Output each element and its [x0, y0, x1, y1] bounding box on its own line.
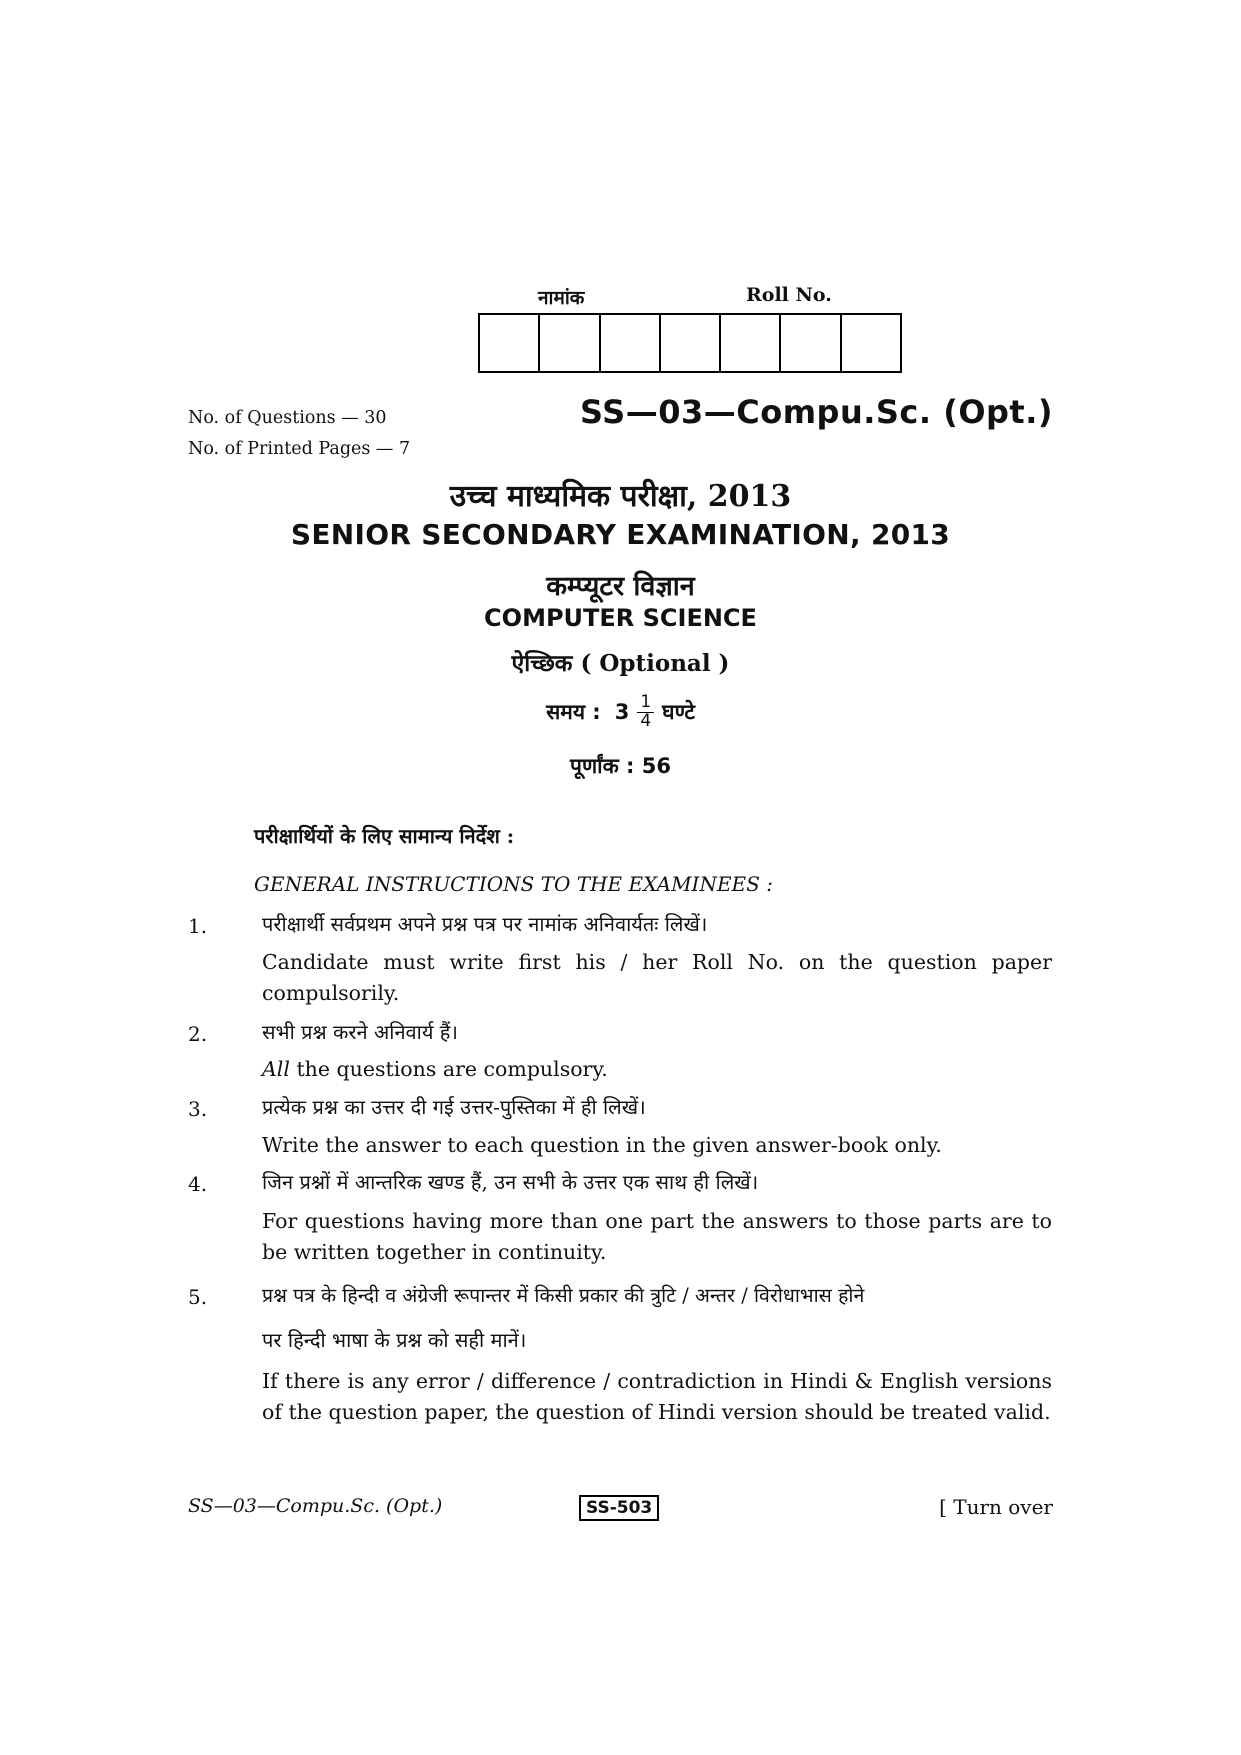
instruction-english: Candidate must write first his / her Roll No. on the question paper compulsorily. — [262, 950, 1052, 1005]
turn-over-note: [ Turn over — [939, 1495, 1053, 1519]
exam-title-english: SENIOR SECONDARY EXAMINATION, 2013 — [290, 518, 951, 551]
time-unit: घण्टे — [662, 700, 695, 725]
roll-label-hindi: नामांक — [538, 287, 585, 309]
instruction-number: 5. — [188, 1285, 208, 1309]
roll-cell[interactable] — [480, 315, 540, 371]
roll-cell[interactable] — [601, 315, 661, 371]
fraction-numerator: 1 — [637, 694, 654, 713]
instruction-emphasis: All — [262, 1057, 290, 1081]
time-label: समय : — [546, 700, 601, 725]
footer-paper-code: SS—03—Compu.Sc. (Opt.) — [188, 1495, 443, 1517]
roll-cell[interactable] — [661, 315, 721, 371]
time-whole: 3 — [614, 700, 630, 725]
roll-cell[interactable] — [781, 315, 841, 371]
instruction-english: If there is any error / difference / contradiction in Hindi & English versions of the question paper, the question of Hindi version should be treated valid. — [262, 1369, 1052, 1424]
instruction-hindi: प्रत्येक प्रश्न का उत्तर दी गई उत्तर-पुस्तिका में ही लिखें। — [262, 1095, 646, 1119]
subject-hindi: कम्प्यूटर विज्ञान — [546, 571, 695, 602]
instructions-title-hindi: परीक्षार्थियों के लिए सामान्य निर्देश : — [254, 824, 515, 848]
instruction-number: 1. — [188, 914, 208, 938]
instruction-hindi: जिन प्रश्नों में आन्तरिक खण्ड हैं, उन सभी के उत्तर एक साथ ही लिखें। — [262, 1170, 759, 1194]
subject-english: COMPUTER SCIENCE — [484, 604, 757, 632]
instruction-number: 2. — [188, 1022, 208, 1046]
instruction-hindi: परीक्षार्थी सर्वप्रथम अपने प्रश्न पत्र पर नामांक अनिवार्यतः लिखें। — [262, 912, 708, 936]
instruction-hindi-cont: पर हिन्दी भाषा के प्रश्न को सही मानें। — [262, 1328, 527, 1352]
instructions-title-english: GENERAL INSTRUCTIONS TO THE EXAMINEES : — [254, 872, 773, 896]
instruction-english-rest: the questions are compulsory. — [289, 1057, 608, 1081]
instruction-hindi: सभी प्रश्न करने अनिवार्य हैं। — [262, 1020, 459, 1044]
roll-cell[interactable] — [842, 315, 900, 371]
instruction-number: 4. — [188, 1172, 208, 1196]
roll-cell[interactable] — [721, 315, 781, 371]
roll-cell[interactable] — [540, 315, 600, 371]
instruction-english — [262, 1054, 1052, 1085]
roll-number-labels — [478, 284, 904, 308]
optional-label: ऐच्छिक ( Optional ) — [511, 650, 730, 677]
fraction-denominator: 4 — [640, 710, 652, 731]
roll-label-english: Roll No. — [746, 284, 832, 306]
exam-title-hindi: उच्च माध्यमिक परीक्षा, 2013 — [449, 479, 792, 514]
instruction-english: For questions having more than one part the answers to those parts are to be written together in continuity. — [262, 1209, 1052, 1264]
paper-code: SS—03—Compu.Sc. (Opt.) — [580, 393, 1053, 431]
instruction-hindi: प्रश्न पत्र के हिन्दी व अंग्रेजी रूपान्तर में किसी प्रकार की त्रुटि / अन्तर / विरोधाभास होने — [262, 1284, 865, 1307]
number-of-pages: No. of Printed Pages — 7 — [188, 439, 411, 459]
roll-number-boxes[interactable] — [478, 313, 902, 373]
instruction-number: 3. — [188, 1097, 208, 1121]
footer-series-code: SS-503 — [579, 1495, 659, 1521]
max-marks: पूर्णांक : 56 — [570, 754, 671, 778]
instruction-english: Write the answer to each question in the given answer-book only. — [262, 1133, 942, 1157]
time-fraction — [637, 694, 654, 731]
time-allowed — [0, 694, 1241, 731]
number-of-questions: No. of Questions — 30 — [188, 408, 387, 428]
